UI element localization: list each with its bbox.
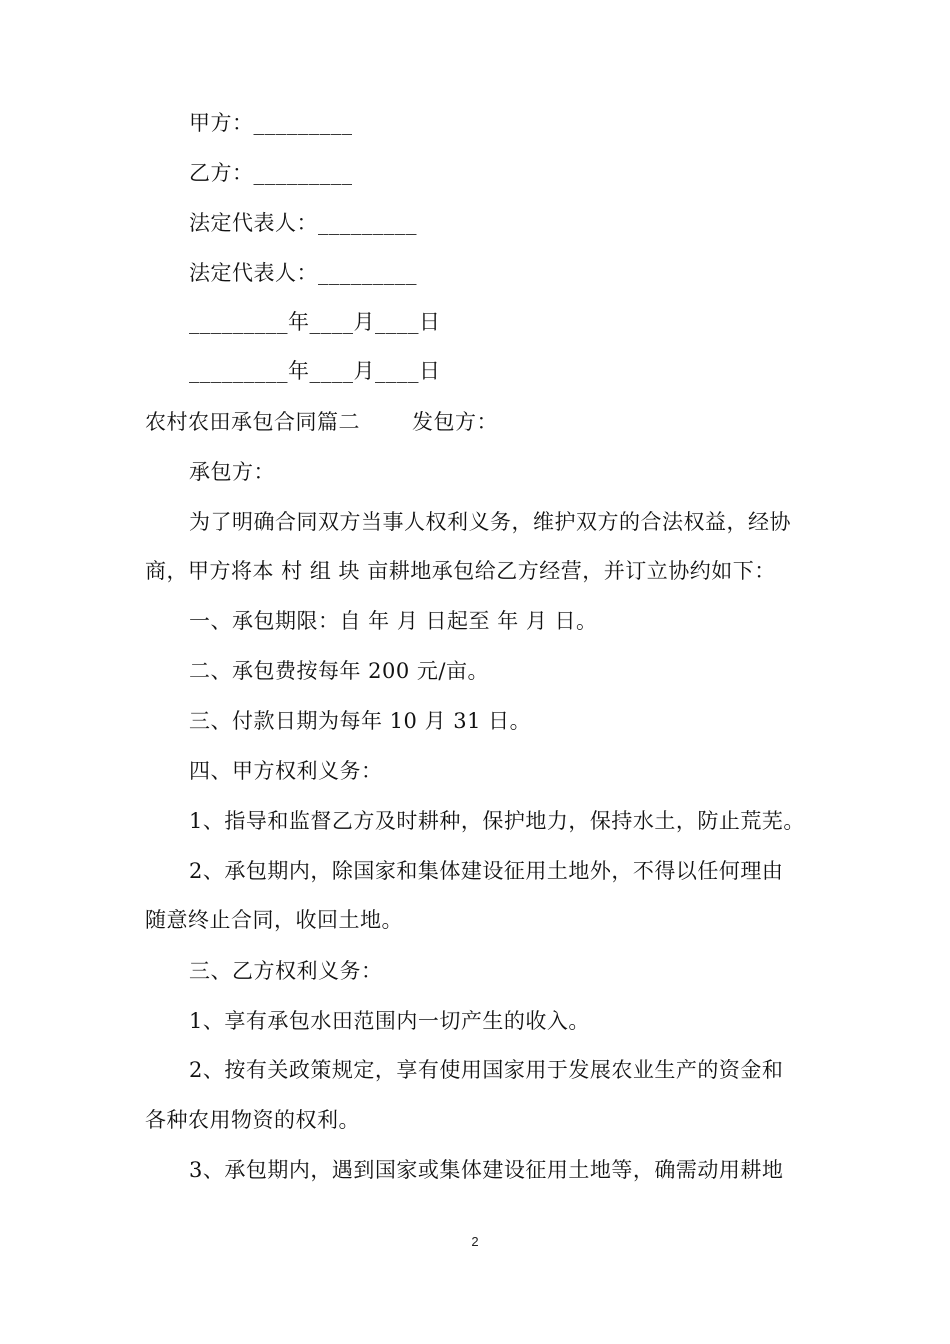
issuer-label: 发包方：	[412, 410, 498, 434]
party-a-duty-1: 1、指导和监督乙方及时耕种，保护地力，保持水土，防止荒芜。	[189, 809, 805, 833]
clause-party-a-rights-line	[0, 757, 950, 807]
legal-rep-line-2	[0, 259, 950, 309]
party-a-duty-2-text-1: 2、承包期内，除国家和集体建设征用土地外，不得以任何理由	[189, 859, 784, 883]
clause-party-b-rights: 三、乙方权利义务：	[189, 959, 383, 983]
clause-party-b-rights-line	[0, 957, 950, 1007]
party-b-right-2-line-1	[0, 1056, 950, 1106]
party-b-right-2-text-2: 各种农用物资的权利。	[145, 1108, 360, 1132]
party-b-right-2-line-2	[0, 1106, 950, 1156]
clause-party-a-rights: 四、甲方权利义务：	[189, 759, 383, 783]
date-line-1	[0, 308, 950, 358]
clause-term-line	[0, 607, 950, 657]
party-b-right-3-line-1	[0, 1156, 950, 1206]
contractor-line	[0, 458, 950, 508]
clause-payment-line	[0, 707, 950, 757]
date-line-2	[0, 357, 950, 407]
clause-fee: 二、承包费按每年 200 元/亩。	[189, 659, 490, 683]
intro-text-1: 为了明确合同双方当事人权利义务，维护双方的合法权益，经协	[189, 510, 791, 534]
intro-text-2: 商，甲方将本 村 组 块 亩耕地承包给乙方经营，并订立协约如下：	[145, 559, 776, 583]
intro-line-2	[0, 557, 950, 607]
party-a-line	[0, 109, 950, 159]
section-title-line	[0, 408, 950, 458]
party-a-duty-2-line-2	[0, 906, 950, 956]
party-a-duty-1-line	[0, 807, 950, 857]
legal-rep-label-1: 法定代表人：_________	[189, 211, 417, 235]
party-b-right-1: 1、享有承包水田范围内一切产生的收入。	[189, 1009, 590, 1033]
clause-term: 一、承包期限：自 年 月 日起至 年 月 日。	[189, 609, 598, 633]
section-title: 农村农田承包合同篇二	[145, 410, 360, 434]
party-a-duty-2-text-2: 随意终止合同，收回土地。	[145, 908, 403, 932]
party-b-line	[0, 159, 950, 209]
clause-fee-line	[0, 657, 950, 707]
party-a-duty-2-line-1	[0, 857, 950, 907]
clause-payment: 三、付款日期为每年 10 月 31 日。	[189, 709, 532, 733]
party-b-right-1-line	[0, 1007, 950, 1057]
party-b-label: 乙方：_________	[189, 161, 353, 185]
date-field-2: _________年____月____日	[189, 359, 441, 383]
legal-rep-line-1	[0, 209, 950, 259]
intro-line-1	[0, 508, 950, 558]
date-field-1: _________年____月____日	[189, 310, 441, 334]
party-b-right-2-text-1: 2、按有关政策规定，享有使用国家用于发展农业生产的资金和	[189, 1058, 784, 1082]
page-number: 2	[471, 1234, 479, 1249]
contractor-label: 承包方：	[189, 460, 275, 484]
party-a-label: 甲方：_________	[189, 111, 353, 135]
legal-rep-label-2: 法定代表人：_________	[189, 261, 417, 285]
party-b-right-3-text-1: 3、承包期内，遇到国家或集体建设征用土地等，确需动用耕地	[189, 1158, 784, 1182]
